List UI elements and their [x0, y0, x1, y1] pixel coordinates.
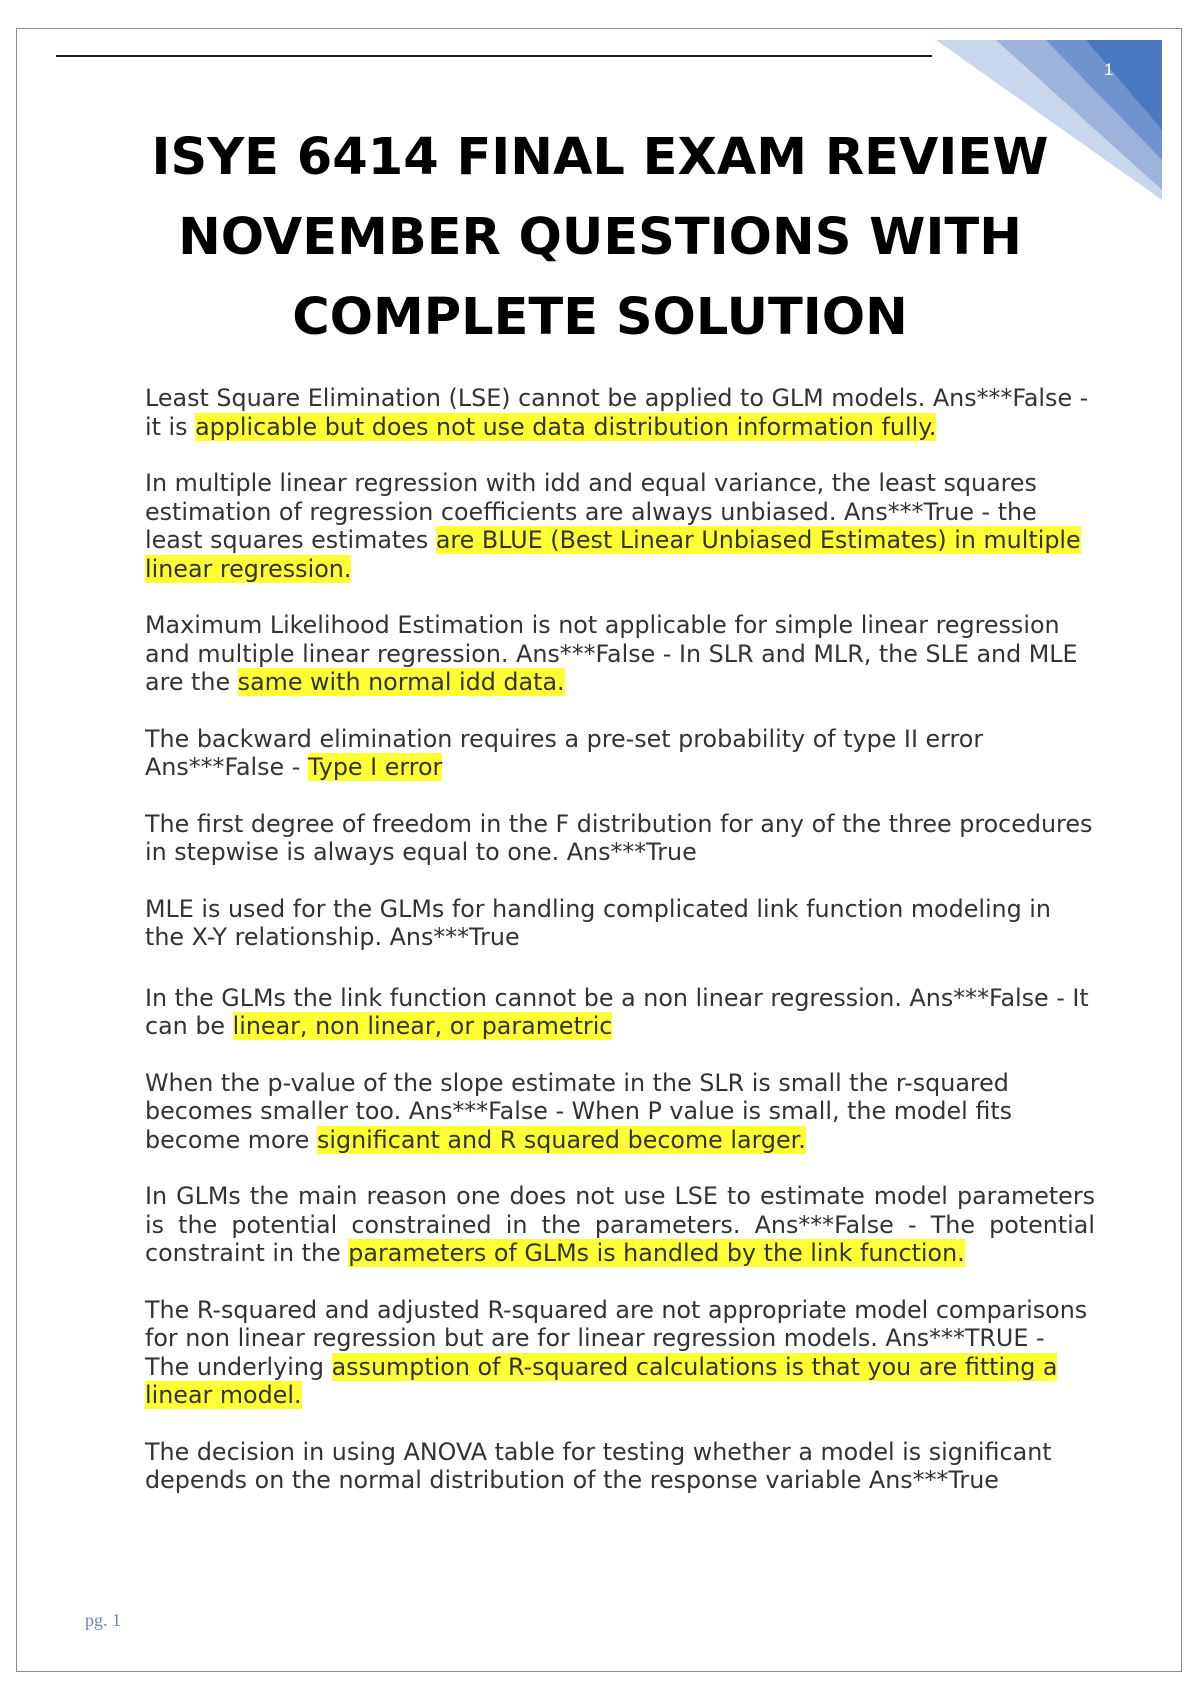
qa-text: The R-squared and adjusted R-squared are not appropriate model comparisons for non linear regression but are for linear regression models. Ans***TRUE - The underlying — [145, 1295, 1088, 1381]
page-number: 1 — [1104, 60, 1114, 79]
title-line-2: NOVEMBER QUESTIONS WITH — [178, 208, 1022, 267]
qa-item — [145, 725, 1095, 782]
qa-item — [145, 1182, 1095, 1268]
qa-text: In multiple linear regression with idd and equal variance, the least squares estimation of regression coefficients are always unbiased. Ans***True - the least squares estimates — [145, 469, 1037, 554]
qa-highlight: same with normal idd data. — [237, 668, 565, 696]
qa-highlight: linear, non linear, or parametric — [232, 1012, 613, 1040]
qa-highlight: applicable but does not use data distribution information fully. — [195, 412, 937, 441]
qa-highlight: parameters of GLMs is handled by the link function. — [348, 1239, 965, 1267]
qa-list — [145, 384, 1095, 1523]
qa-text: The first degree of freedom in the F distribution for any of the three procedures in stepwise is always equal to one. Ans***True — [145, 809, 1093, 866]
qa-highlight: assumption of R-squared calculations is that you are fitting a linear model. — [145, 1352, 1058, 1409]
qa-highlight: significant and R squared become larger. — [316, 1125, 806, 1154]
header-rule — [56, 55, 932, 57]
qa-item — [145, 1069, 1095, 1155]
title-line-1: ISYE 6414 FINAL EXAM REVIEW — [151, 128, 1049, 187]
qa-text: MLE is used for the GLMs for handling complicated link function modeling in the X-Y relationship. Ans***True — [145, 894, 1052, 951]
qa-text: In GLMs the main reason one does not use LSE to estimate model parameters is the potential constrained in the parameters. Ans***False - The potential constraint in the — [145, 1182, 1095, 1267]
title-line-3: COMPLETE SOLUTION — [292, 288, 908, 347]
qa-item — [145, 611, 1095, 697]
qa-highlight: Type I error — [307, 753, 443, 781]
qa-text: Least Square Elimination (LSE) cannot be applied to GLM models. Ans***False - it is — [145, 384, 1089, 441]
qa-item — [145, 469, 1095, 583]
page-footer-label: pg. 1 — [85, 1610, 121, 1630]
qa-item — [145, 1438, 1095, 1495]
qa-item — [145, 984, 1095, 1041]
qa-highlight: are BLUE (Best Linear Unbiased Estimates) in multiple linear regression. — [145, 526, 1081, 583]
qa-item — [145, 810, 1095, 867]
qa-item — [145, 1296, 1095, 1410]
qa-text: The decision in using ANOVA table for testing whether a model is significant depends on the normal distribution of the response variable Ans***True — [145, 1437, 1052, 1494]
qa-text: The backward elimination requires a pre-set probability of type II error Ans***False - — [145, 724, 984, 781]
qa-item — [145, 384, 1095, 441]
qa-item — [145, 895, 1095, 952]
document-title — [95, 118, 1105, 358]
qa-text: When the p-value of the slope estimate in the SLR is small the r-squared becomes smaller too. Ans***False - When P value is small, the model fits become more — [145, 1068, 1013, 1154]
qa-text: Maximum Likelihood Estimation is not applicable for simple linear regression and multiple linear regression. Ans***False - In SLR and MLR, the SLE and MLE are the — [145, 611, 1078, 696]
qa-text: In the GLMs the link function cannot be a non linear regression. Ans***False - It can be — [145, 983, 1089, 1040]
